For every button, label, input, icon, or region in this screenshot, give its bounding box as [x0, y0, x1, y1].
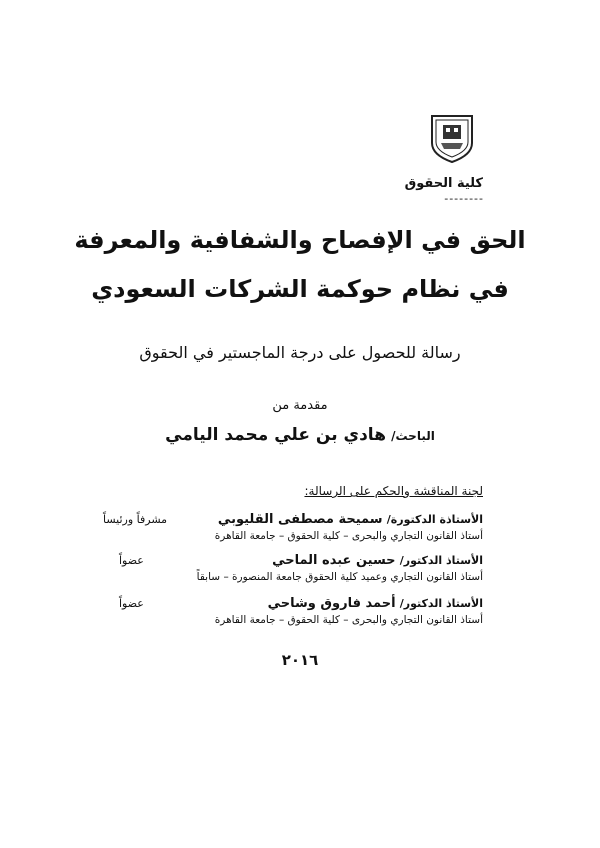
degree-statement: رسالة للحصول على درجة الماجستير في الحقوق [139, 343, 461, 362]
member-rank: الأستاذ الدكتور/ [399, 597, 483, 610]
researcher [0, 425, 600, 445]
member-rank: الأستاذ الدكتور/ [399, 554, 483, 567]
member-position: أستاذ القانون التجاري والبحرى – كلية الحقوق – جامعة القاهرة [214, 614, 483, 626]
committee-member [103, 512, 483, 542]
committee-heading: لجنة المناقشة والحكم على الرسالة: [304, 484, 483, 498]
member-rank: الأستاذة الدكتورة/ [386, 513, 483, 526]
researcher-name: هادي بن علي محمد اليامي [165, 425, 386, 445]
faculty-name: كلية الحقوق [404, 176, 483, 191]
year: ٢٠١٦ [281, 651, 319, 669]
thesis-title-line-2: في نظام حوكمة الشركات السعودي [91, 275, 509, 303]
faculty-underline-dashes: -------- [444, 192, 484, 205]
member-name: سميحة مصطفى القليوبي [217, 512, 383, 527]
member-position: أستاذ القانون التجاري والبحرى – كلية الحقوق – جامعة القاهرة [214, 530, 483, 542]
member-name: حسين عبده الماحي [272, 553, 396, 568]
thesis-title-line-1: الحق في الإفصاح والشفافية والمعرفة [74, 226, 526, 254]
member-role: عضواً [119, 554, 144, 567]
member-position: أستاذ القانون التجاري وعميد كلية الحقوق جامعة المنصورة – سابقاً [196, 571, 483, 583]
presented-by: مقدمة من [272, 398, 328, 413]
researcher-label: الباحث/ [391, 429, 435, 443]
member-name: أحمد فاروق وشاحي [267, 596, 396, 611]
committee-member [103, 596, 483, 626]
committee-member [103, 553, 483, 583]
university-emblem-icon [429, 113, 475, 165]
member-role: مشرفاً ورئيساً [103, 513, 168, 526]
member-role: عضواً [119, 597, 144, 610]
